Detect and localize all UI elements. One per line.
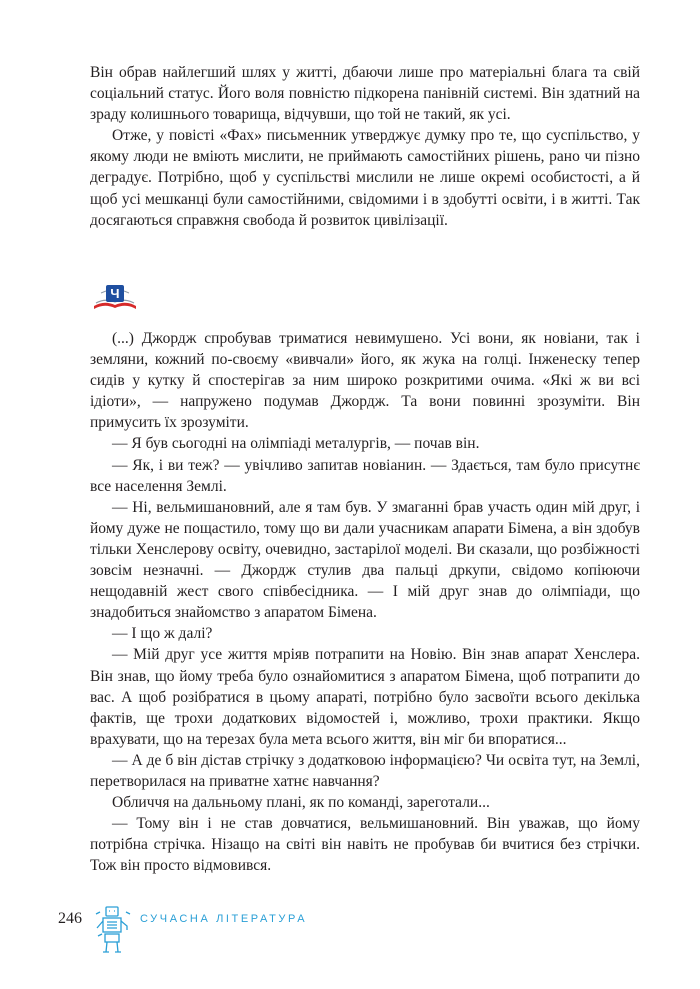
paragraph: — І що ж далі? xyxy=(112,625,213,643)
text-block-top xyxy=(90,62,640,231)
paragraph: — Ні, вельмишановний, але я там був. У змаганні брав участь один мій друг, і йому дуже не пощастило, тому що ви дали учасникам апарати Бімена, а він здобув тільки Хенслерову освіту, очевидно, застарілої моделі. Ви сказали, що розбіжності зовсім незначні. — Джордж стулив два пальці дркупи, свідомо копіюючи нещодавній жест свого співбесідника. — І мій друг знав до олімпіади, що знадобиться знайомство з апаратом Бімена. xyxy=(90,498,640,622)
paragraph: Він обрав найлегший шлях у житті, дбаючи лише про матеріальні блага та свій соціальний статус. Його воля повністю підкорена панівній системі. Він здатний на зраду колишнього товарища, відчувши, що той не такий, як усі. xyxy=(90,64,640,124)
paragraph: Отже, у повісті «Фах» письменник утверджує думку про те, що суспільство, у якому люди не вміють мислити, не приймають самостійних рішень, рано чи пізно деградує. Потрібно, щоб у суспільстві мислили не лише окремі особистості, а й щоб усі мешканці були самостійними, свідомими і в здобутті освіти, і в житті. Так досягаються справжня свобода й розвиток цивілізації. xyxy=(90,127,640,229)
paragraph: — Як, і ви теж? — увічливо запитав новіанин. — Здається, там було присутнє все населення Землі. xyxy=(90,456,640,495)
reading-book-icon xyxy=(90,282,140,318)
text-block-excerpt xyxy=(90,328,640,876)
paragraph: — Я був сьогодні на олімпіаді металургів, — почав він. xyxy=(112,435,480,453)
page-number: 246 xyxy=(58,910,82,927)
robot-figure-icon xyxy=(94,904,132,954)
badge-letter: Ч xyxy=(110,286,120,301)
page-footer xyxy=(58,904,658,954)
paragraph: (...) Джордж спробував триматися невимушено. Усі вони, як новіани, так і земляни, кожний по-своєму «вивчали» його, як жука на голці. Інженеску тепер сидів у кутку й спостерігав за ним широко розкритими очима. «Які ж ви всі ідіоти», — напружено подумав Джордж. Та вони повинні зрозуміти. Він примусить їх зрозуміти. xyxy=(90,330,640,432)
paragraph: — Тому він і не став довчатися, вельмишановний. Він уважав, що йому потрібна стрічка. Нізащо на світі він навіть не пробував би вчитися без стрічки. Тож він просто відмовився. xyxy=(90,815,640,875)
paragraph: — А де б він дістав стрічку з додатковою інформацією? Чи освіта тут, на Землі, перетворилася на приватне хатнє навчання? xyxy=(90,751,640,790)
running-title: СУЧАСНА ЛІТЕРАТУРА xyxy=(140,913,308,925)
paragraph: — Мій друг усе життя мріяв потрапити на Новію. Він знав апарат Хенслера. Він знав, що йому треба було ознайомитися з апаратом Бімена, щоб потрапити до вас. А щоб розібратися в цьому апараті, потрібно було засвоїти всього декілька фактів, ще трохи додаткових відомостей і, можливо, трохи практики. Якщо врахувати, що на терезах була мета всього життя, він міг би впоратися... xyxy=(90,646,640,748)
paragraph: Обличчя на дальньому плані, як по команді, зареготали... xyxy=(112,794,490,812)
